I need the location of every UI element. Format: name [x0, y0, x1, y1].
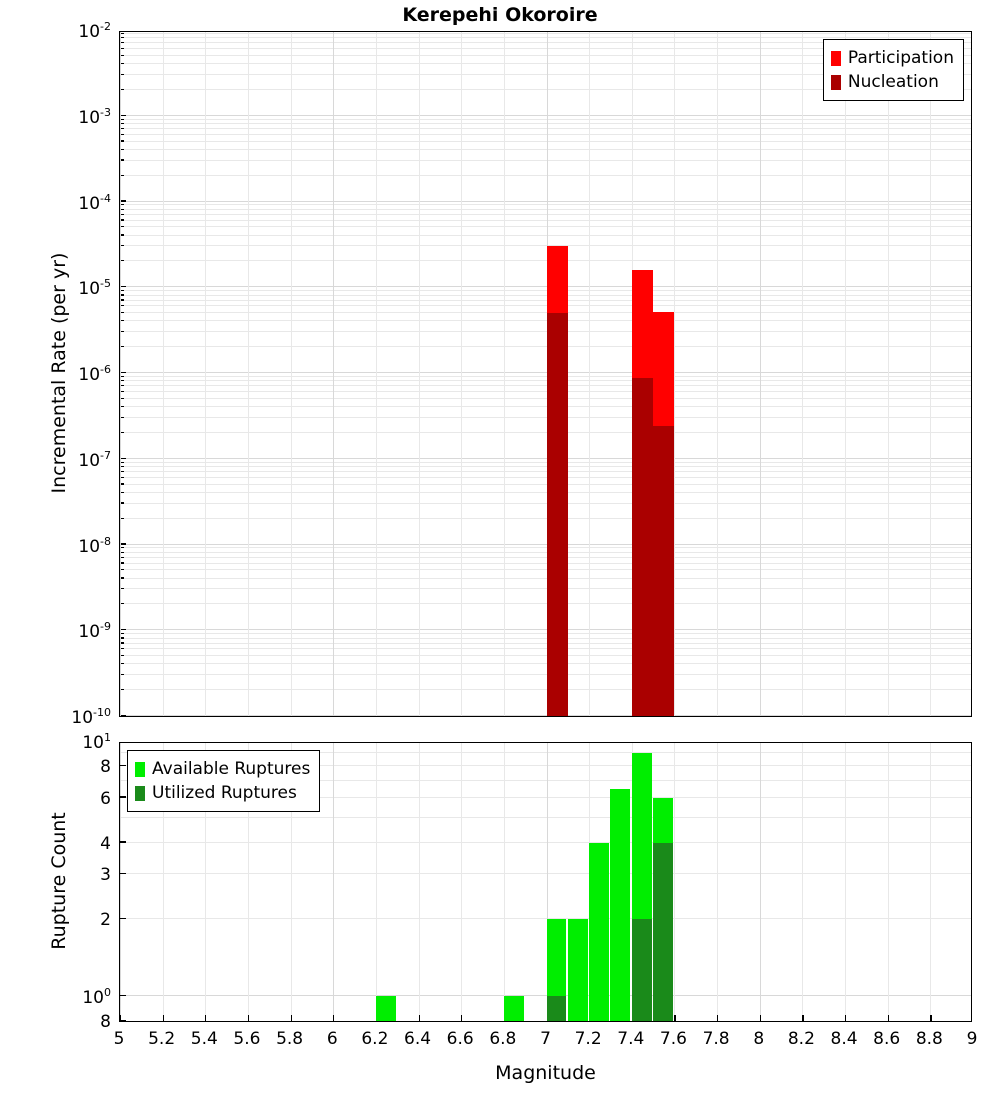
bar-nucleation: [632, 378, 653, 716]
bar-nucleation: [653, 426, 674, 716]
y-tick-label: [100, 865, 111, 885]
legend-item-participation: [831, 46, 954, 70]
y-tick-label: [78, 277, 111, 299]
gridline: [930, 743, 931, 1021]
bar-utilized-ruptures: [653, 843, 673, 1021]
x-tick-label: 8.2: [787, 1029, 815, 1049]
tick-mark: [291, 1015, 292, 1021]
y-tick-label: [82, 731, 111, 753]
y-tick-label: [78, 620, 111, 642]
gridline: [205, 32, 206, 716]
tick-exponent: -9: [100, 620, 111, 634]
gridline: [163, 32, 164, 716]
x-tick-label: 7.4: [617, 1029, 645, 1049]
tick-mark: [120, 995, 126, 996]
x-tick-label: 5: [113, 1029, 125, 1049]
tick-mantissa: 2: [100, 910, 111, 931]
tick-mantissa: 3: [100, 865, 111, 886]
tick-exponent: -10: [93, 706, 111, 720]
x-tick-label: 9: [966, 1029, 978, 1049]
tick-mark: [461, 1015, 462, 1021]
rupture-count-plot: [119, 742, 972, 1022]
gridline: [717, 32, 718, 716]
x-tick-label: 7.8: [702, 1029, 730, 1049]
y-tick-label: [82, 986, 111, 1008]
x-tick-label: 7.2: [574, 1029, 602, 1049]
gridline: [674, 32, 675, 716]
tick-mark: [120, 765, 126, 766]
y-tick-label: [78, 449, 111, 471]
gridline: [419, 32, 420, 716]
tick-mantissa: 10: [78, 279, 101, 300]
legend-swatch-icon: [831, 51, 841, 66]
gridline: [333, 32, 334, 716]
gridline: [717, 743, 718, 1021]
tick-mantissa: 10: [82, 732, 104, 753]
y-tick-label: [100, 789, 111, 809]
bar-available-ruptures: [610, 789, 630, 1021]
tick-mark: [674, 1015, 675, 1021]
tick-mantissa: 6: [100, 788, 111, 809]
gridline: [248, 32, 249, 716]
tick-mantissa: 10: [78, 107, 101, 128]
x-tick-label: 7.6: [659, 1029, 687, 1049]
tick-mark: [248, 1015, 249, 1021]
y-tick-label: [78, 20, 111, 42]
y-tick-label: [100, 834, 111, 854]
y-axis-title-bottom: Rupture Count: [48, 812, 70, 950]
gridline: [120, 743, 121, 1021]
gridline: [333, 743, 334, 1021]
legend-label: Available Ruptures: [152, 759, 311, 779]
gridline: [845, 32, 846, 716]
x-tick-label: 5.8: [276, 1029, 304, 1049]
tick-mantissa: 10: [78, 21, 101, 42]
page-title: Kerepehi Okoroire: [402, 4, 598, 26]
y-axis-title-top: Incremental Rate (per yr): [48, 252, 70, 494]
tick-mark: [163, 1015, 164, 1021]
gridline: [930, 32, 931, 716]
bar-available-ruptures: [376, 996, 396, 1021]
x-tick-label: 6.4: [404, 1029, 432, 1049]
gridline: [419, 743, 420, 1021]
x-axis-title: Magnitude: [495, 1062, 596, 1084]
gridline: [376, 743, 377, 1021]
tick-exponent: -5: [100, 277, 111, 291]
tick-mantissa: 10: [78, 364, 101, 385]
bar-utilized-ruptures: [547, 996, 567, 1021]
tick-mark: [717, 1015, 718, 1021]
y-tick-label: [100, 910, 111, 930]
gridline: [461, 743, 462, 1021]
bar-utilized-ruptures: [632, 919, 652, 1021]
y-tick-label: [71, 706, 111, 728]
legend-swatch-icon: [135, 762, 145, 777]
gridline: [291, 32, 292, 716]
y-tick-label: [78, 363, 111, 385]
incremental-rate-plot: [119, 31, 972, 717]
gridline: [845, 743, 846, 1021]
x-tick-label: 8.8: [915, 1029, 943, 1049]
gridline: [888, 743, 889, 1021]
x-tick-label: 8.4: [830, 1029, 858, 1049]
tick-mark: [120, 841, 126, 842]
gridline: [888, 32, 889, 716]
gridline: [589, 32, 590, 716]
tick-exponent: -6: [100, 363, 111, 377]
tick-mantissa: 10: [71, 707, 94, 728]
tick-mantissa: 10: [82, 988, 104, 1009]
tick-mark: [120, 918, 126, 919]
gridline: [504, 743, 505, 1021]
tick-mark: [333, 1015, 334, 1021]
tick-mark: [120, 1020, 126, 1021]
legend-rupture-count: [127, 750, 320, 812]
tick-mark: [419, 1015, 420, 1021]
legend-item-utilized-ruptures: [135, 781, 310, 805]
x-tick-label: 6.6: [446, 1029, 474, 1049]
tick-mantissa: 8: [100, 756, 111, 777]
x-tick-label: 6.2: [361, 1029, 389, 1049]
gridline: [461, 32, 462, 716]
tick-mantissa: 8: [100, 1012, 111, 1032]
gridline: [802, 743, 803, 1021]
x-tick-label: 6: [326, 1029, 338, 1049]
tick-mantissa: 10: [78, 536, 101, 557]
tick-mantissa: 4: [100, 833, 111, 854]
legend-label: Participation: [847, 48, 954, 68]
x-tick-label: 6.8: [489, 1029, 517, 1049]
tick-mark: [802, 1015, 803, 1021]
y-tick-label: [100, 1012, 111, 1032]
tick-mantissa: 10: [78, 450, 101, 471]
tick-mark: [888, 1015, 889, 1021]
legend-item-available-ruptures: [135, 757, 310, 781]
gridline: [802, 32, 803, 716]
tick-mark: [845, 1015, 846, 1021]
y-tick-label: [78, 192, 111, 214]
tick-mark: [205, 1015, 206, 1021]
gridline: [760, 743, 761, 1021]
y-tick-label: [78, 106, 111, 128]
x-tick-label: 5.2: [148, 1029, 176, 1049]
y-tick-label: [100, 757, 111, 777]
bar-available-ruptures: [504, 996, 524, 1021]
bar-available-ruptures: [589, 843, 609, 1021]
tick-exponent: -8: [100, 534, 111, 548]
tick-exponent: -3: [100, 105, 111, 119]
gridline: [504, 32, 505, 716]
gridline: [674, 743, 675, 1021]
legend-swatch-icon: [135, 786, 145, 801]
tick-mark: [120, 873, 126, 874]
x-tick-label: 7: [540, 1029, 551, 1049]
gridline: [120, 32, 121, 716]
legend-swatch-icon: [831, 75, 841, 90]
tick-exponent: -4: [100, 191, 111, 205]
tick-exponent: 1: [104, 731, 111, 745]
y-tick-label: [78, 535, 111, 557]
x-tick-label: 8: [753, 1029, 765, 1049]
bar-nucleation: [547, 313, 568, 716]
tick-exponent: -7: [100, 448, 111, 462]
legend-label: Nucleation: [847, 72, 939, 93]
tick-mark: [760, 1015, 761, 1021]
legend-label: Utilized Ruptures: [152, 783, 297, 804]
tick-mark: [930, 1015, 931, 1021]
tick-exponent: 0: [104, 986, 111, 1000]
tick-mark: [120, 796, 126, 797]
x-tick-label: 5.4: [190, 1029, 218, 1049]
tick-mantissa: 10: [78, 193, 101, 214]
x-tick-label: 8.6: [873, 1029, 901, 1049]
x-tick-label: 5.6: [233, 1029, 261, 1049]
legend-incremental-rate: [823, 39, 964, 101]
gridline: [760, 32, 761, 716]
gridline: [376, 32, 377, 716]
tick-exponent: -2: [100, 20, 111, 34]
legend-item-nucleation: [831, 70, 954, 94]
bar-available-ruptures: [568, 919, 588, 1021]
tick-mantissa: 10: [78, 622, 101, 643]
